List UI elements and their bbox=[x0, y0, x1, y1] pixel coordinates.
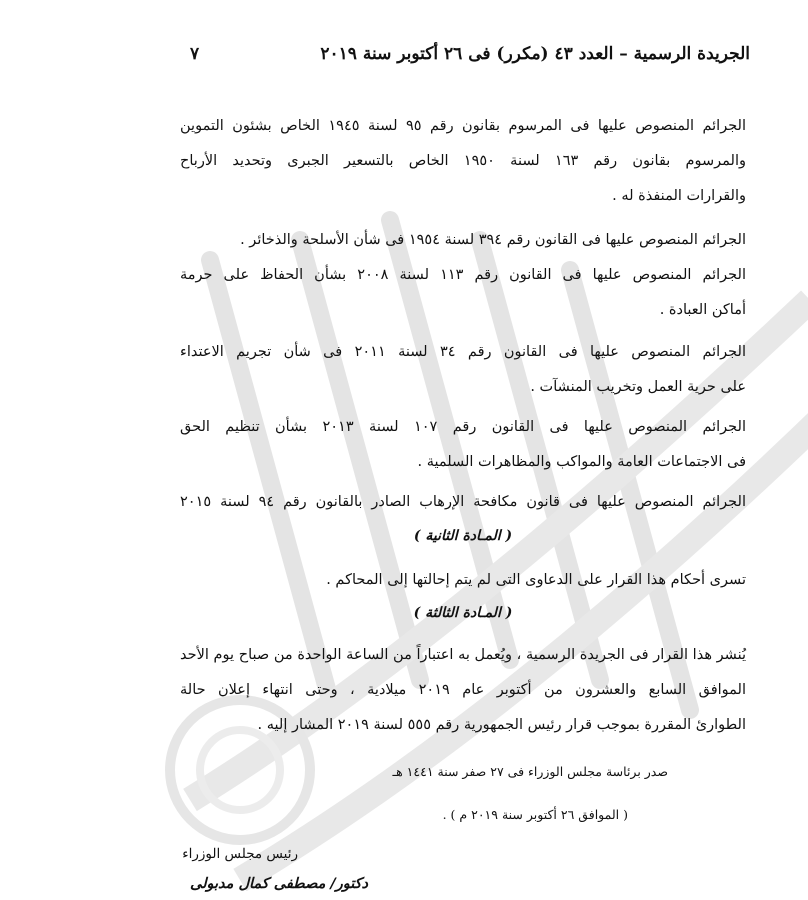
paragraph-line: الجرائم المنصوص عليها فى القانون رقم ٣٩٤ لسنة ١٩٥٤ فى شأن الأسلحة والذخائر . bbox=[240, 232, 746, 248]
signature-name: دكتور/ مصطفى كمال مدبولى bbox=[190, 876, 368, 892]
paragraph-assembly-law bbox=[180, 413, 746, 483]
paragraph-line: الجرائم المنصوص عليها فى القانون رقم ١٠٧ لسنة ٢٠١٣ بشأن تنظيم الحق bbox=[180, 419, 746, 435]
paragraph-line: تسرى أحكام هذا القرار على الدعاوى التى لم يتم إحالتها إلى المحاكم . bbox=[326, 572, 746, 588]
paragraph-line: الجرائم المنصوص عليها فى المرسوم بقانون رقم ٩٥ لسنة ١٩٤٥ الخاص بشئون التموين bbox=[180, 118, 746, 134]
paragraph-food-law bbox=[180, 112, 746, 217]
header-title: الجريدة الرسمية – العدد ٤٣ (مكرر) فى ٢٦ أكتوبر سنة ٢٠١٩ bbox=[320, 44, 750, 64]
paragraph-line: الموافق السابع والعشرون من أكتوبر عام ٢٠١٩ ميلادية ، وحتى انتهاء إعلان حالة bbox=[180, 682, 746, 698]
article-three-text bbox=[180, 641, 746, 746]
article-two-heading: ( المـادة الثانية ) bbox=[413, 528, 513, 544]
signature-title: رئيس مجلس الوزراء bbox=[182, 846, 298, 862]
paragraph-line: فى الاجتماعات العامة والمواكب والمظاهرات السلمية . bbox=[417, 454, 746, 470]
issued-date-gregorian: ( الموافق ٢٦ أكتوبر سنة ٢٠١٩ م ) . bbox=[442, 807, 628, 822]
article-three-heading: ( المـادة الثالثة ) bbox=[413, 605, 513, 621]
paragraph-line: الجرائم المنصوص عليها فى قانون مكافحة الإرهاب الصادر بالقانون رقم ٩٤ لسنة ٢٠١٥ bbox=[180, 494, 746, 510]
issued-date-hijri: صدر برئاسة مجلس الوزراء فى ٢٧ صفر سنة ١٤٤١ هـ bbox=[392, 764, 668, 779]
article-two-text bbox=[180, 566, 746, 601]
paragraph-terrorism-law bbox=[180, 488, 746, 523]
paragraph-work-freedom-law bbox=[180, 338, 746, 408]
paragraph-line: على حرية العمل وتخريب المنشآت . bbox=[530, 379, 746, 395]
page-header bbox=[190, 44, 750, 64]
paragraph-line: والمرسوم بقانون رقم ١٦٣ لسنة ١٩٥٠ الخاص بالتسعير الجبرى وتحديد الأرباح bbox=[180, 153, 746, 169]
paragraph-line: الجرائم المنصوص عليها فى القانون رقم ١١٣ لسنة ٢٠٠٨ بشأن الحفاظ على حرمة bbox=[180, 267, 746, 283]
paragraph-line: الجرائم المنصوص عليها فى القانون رقم ٣٤ لسنة ٢٠١١ فى شأن تجريم الاعتداء bbox=[180, 344, 746, 360]
paragraph-line: والقرارات المنفذة له . bbox=[612, 188, 746, 204]
paragraph-line: أماكن العبادة . bbox=[659, 302, 746, 318]
paragraph-line: يُنشر هذا القرار فى الجريدة الرسمية ، ويُعمل به اعتباراً من الساعة الواحدة من صباح يوم الأحد bbox=[180, 647, 746, 663]
paragraph-worship-law bbox=[180, 261, 746, 331]
paragraph-weapons-law bbox=[180, 226, 746, 261]
page-number: ٧ bbox=[190, 44, 200, 64]
paragraph-line: الطوارئ المقررة بموجب قرار رئيس الجمهورية رقم ٥٥٥ لسنة ٢٠١٩ المشار إليه . bbox=[257, 717, 746, 733]
